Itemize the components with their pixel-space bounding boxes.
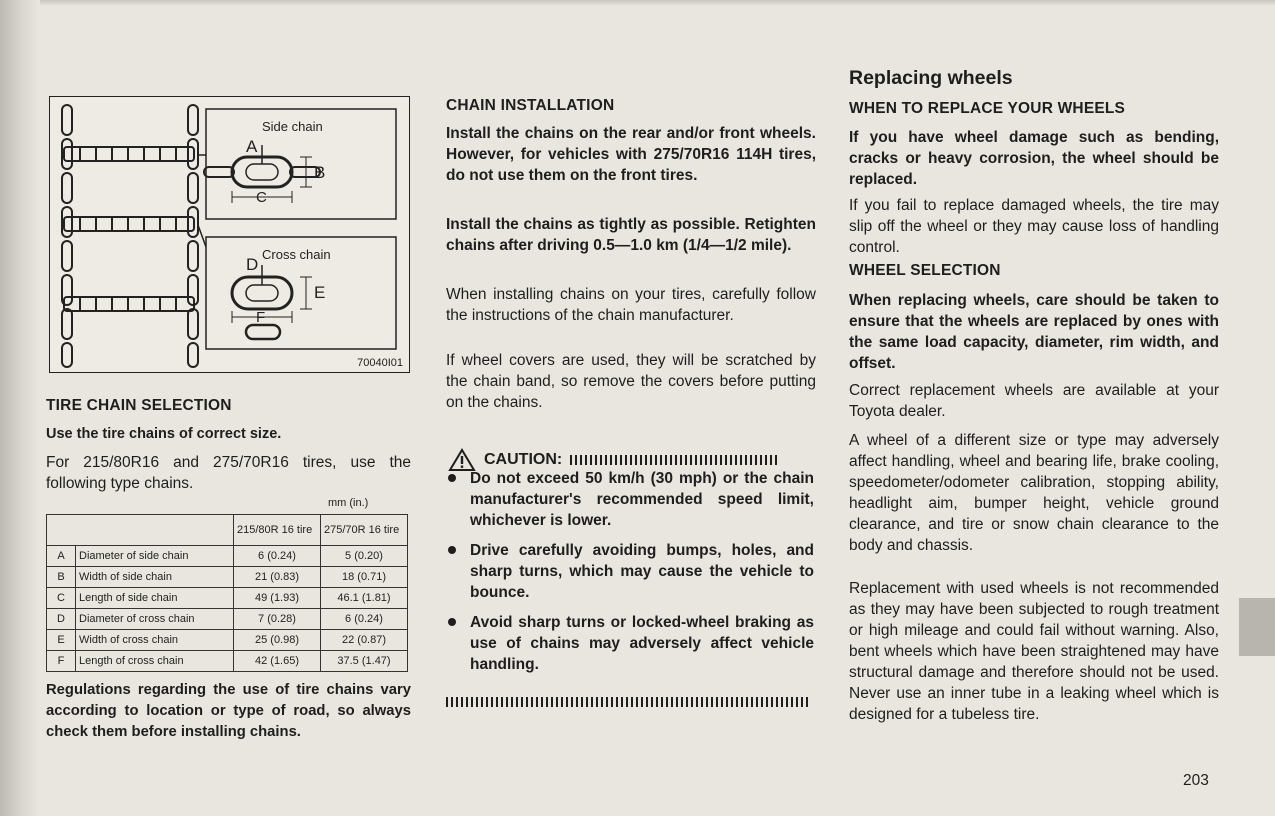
cross-chain-label: Cross chain <box>262 247 331 262</box>
dimension-d-label: D <box>246 255 259 274</box>
list-item: Drive carefully avoiding bumps, holes, and sharp turns, which may cause the vehicle to bounce. <box>446 540 814 603</box>
table-row: E Width of cross chain 25 (0.98) 22 (0.87) <box>47 630 408 651</box>
cross-chain-row-2 <box>64 217 194 231</box>
when-to-replace-p2: If you fail to replace damaged wheels, the tire may slip off the wheel or they may cause loss of handling control. <box>849 197 1219 256</box>
tire-chain-intro: For 215/80R16 and 275/70R16 tires, use the following type chains. <box>46 454 411 492</box>
chain-installation-p4: If wheel covers are used, they will be scratched by the chain band, so remove the covers before putting on the chains. <box>446 352 816 411</box>
section-thumb-tab <box>1239 598 1275 656</box>
page-number: 203 <box>1183 772 1209 789</box>
figure-code: 70040I01 <box>357 357 403 369</box>
table-row: F Length of cross chain 42 (1.65) 37.5 (1.47) <box>47 651 408 672</box>
tire-chain-size-table <box>46 514 408 672</box>
cross-chain-link-detail <box>232 265 312 339</box>
tire-chain-figure <box>49 96 410 373</box>
chain-installation-p3: When installing chains on your tires, carefully follow the instructions of the chain manufacturer. <box>446 286 816 324</box>
dimension-e-label: E <box>314 283 326 302</box>
caution-list <box>446 468 814 684</box>
chain-installation-heading: CHAIN INSTALLATION <box>446 97 615 114</box>
table-row: C Length of side chain 49 (1.93) 46.1 (1.81) <box>47 588 408 609</box>
list-item: Do not exceed 50 km/h (30 mph) or the chain manufacturer's recommended speed limit, whichever is lower. <box>446 468 814 531</box>
table-row: A Diameter of side chain 6 (0.24) 5 (0.20) <box>47 546 408 567</box>
caution-end-rule <box>446 697 811 707</box>
list-item: Avoid sharp turns or locked-wheel braking as use of chains may adversely affect vehicle handling. <box>446 612 814 675</box>
when-to-replace-p1: If you have wheel damage such as bending, cracks or heavy corrosion, the wheel should be replaced. <box>849 129 1219 188</box>
replacing-wheels-title: Replacing wheels <box>849 67 1013 89</box>
dimension-f-label: F <box>256 309 266 326</box>
page-top-edge <box>0 0 1275 6</box>
bullet-icon <box>448 618 456 626</box>
when-to-replace-heading: WHEN TO REPLACE YOUR WHEELS <box>849 100 1126 117</box>
side-chain-right-vertical <box>188 105 198 367</box>
table-header-215: 215/80R 16 tire <box>234 515 321 546</box>
wheel-selection-heading: WHEEL SELECTION <box>849 262 1001 279</box>
dimension-b-label: B <box>314 163 326 182</box>
table-row: B Width of side chain 21 (0.83) 18 (0.71) <box>47 567 408 588</box>
tire-chain-lead: Use the tire chains of correct size. <box>46 426 282 442</box>
table-row: D Diameter of cross chain 7 (0.28) 6 (0.24) <box>47 609 408 630</box>
cross-chain-row-1 <box>64 147 194 161</box>
caution-label: CAUTION: <box>484 451 563 468</box>
tire-chain-diagram <box>50 97 409 372</box>
tire-chain-selection-heading: TIRE CHAIN SELECTION <box>46 397 232 414</box>
cross-chain-row-3 <box>64 297 194 311</box>
dimension-c-label: C <box>256 189 267 206</box>
units-label: mm (in.) <box>328 497 369 509</box>
bullet-icon <box>448 474 456 482</box>
page-left-edge <box>0 0 40 816</box>
wheel-selection-p3: A wheel of a different size or type may adversely affect handling, wheel and bearing life, brake cooling, speedometer/odometer calibration, stopping ability, headlight aim, bumper height, vehicle ground clearance, and tire or snow chain clearance to the body and chassis. <box>849 432 1219 554</box>
regulations-note: Regulations regarding the use of tire chains vary according to location or type of road, so always check them before installing chains. <box>46 682 411 740</box>
caution-rule <box>570 455 780 465</box>
table-header-275: 275/70R 16 tire <box>321 515 408 546</box>
dimension-a-label: A <box>246 137 258 156</box>
side-chain-left-vertical <box>62 105 72 367</box>
side-chain-label: Side chain <box>262 119 323 134</box>
table-header-row <box>47 515 408 546</box>
chain-installation-p1: Install the chains on the rear and/or front wheels. However, for vehicles with 275/70R16 114H tires, do not use them on the front tires. <box>446 125 816 184</box>
bullet-icon <box>448 546 456 554</box>
wheel-selection-p2: Correct replacement wheels are available at your Toyota dealer. <box>849 382 1219 420</box>
wheel-selection-p4: Replacement with used wheels is not recommended as they may have been subjected to rough treatment or high mileage and could fail without warning. Also, bent wheels which have been straightened may have structural damage and therefore should not be used. Never use an inner tube in a leaking wheel which is designed for a tubeless tire. <box>849 580 1219 723</box>
wheel-selection-p1: When replacing wheels, care should be taken to ensure that the wheels are replaced by ones with the same load capacity, diameter, rim width, and offset. <box>849 292 1219 372</box>
chain-installation-p2: Install the chains as tightly as possible. Retighten chains after driving 0.5—1.0 km (1/4—1/2 mile). <box>446 216 816 254</box>
